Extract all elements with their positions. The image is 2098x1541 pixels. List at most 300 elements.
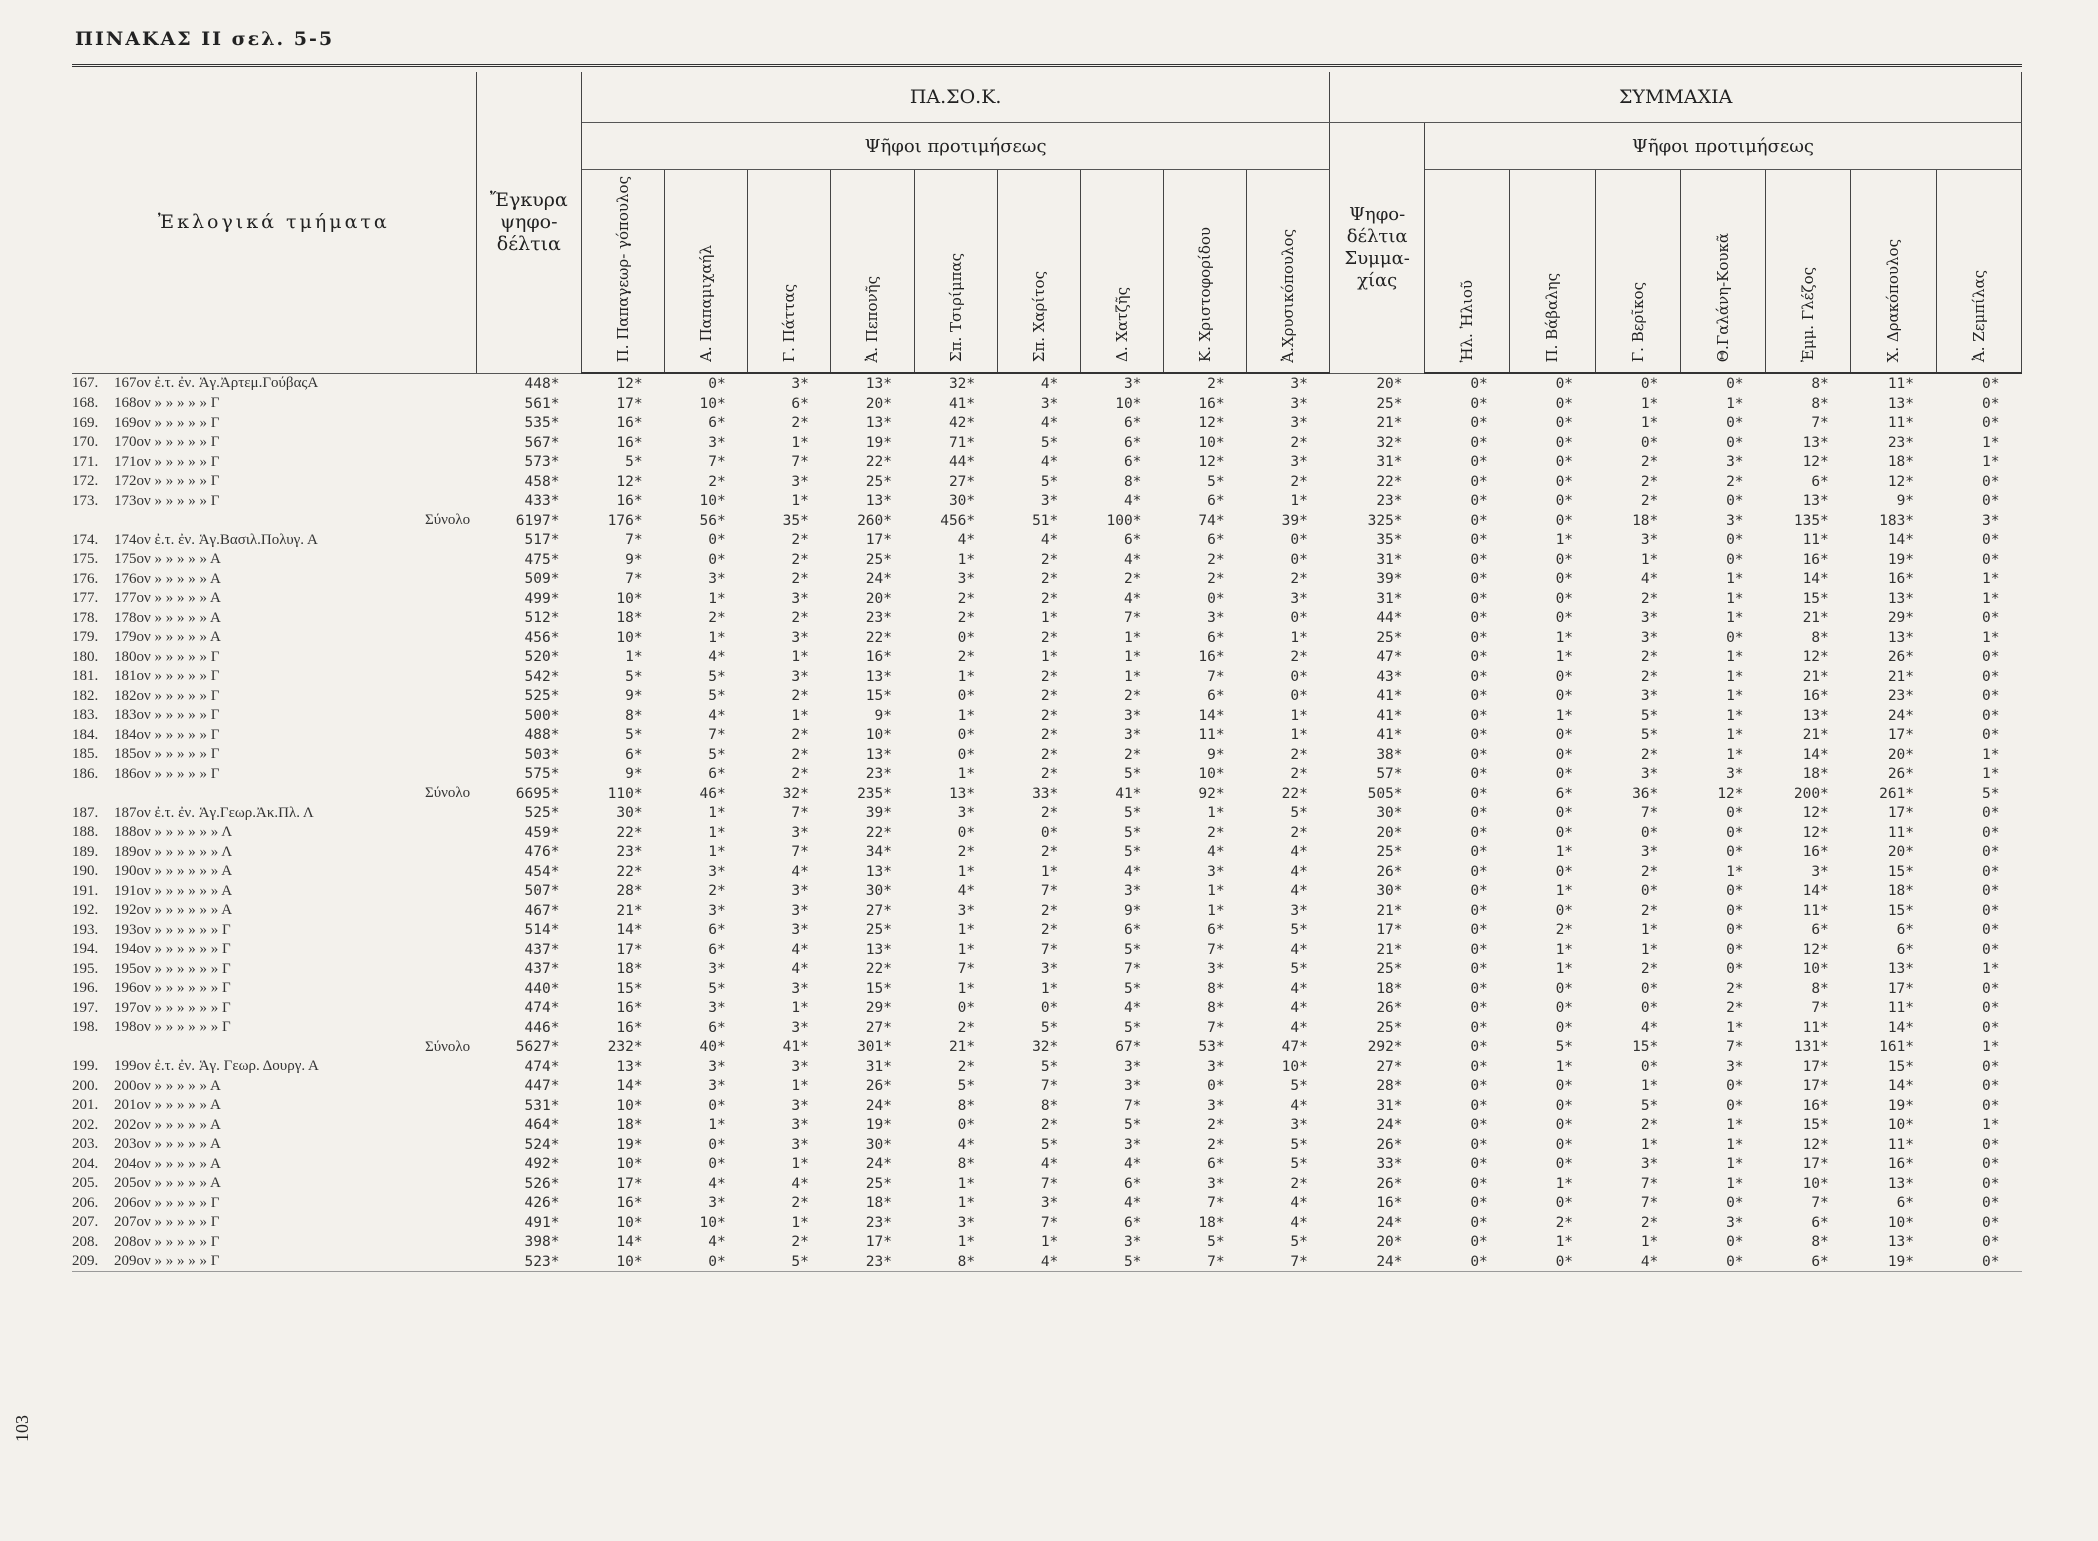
value-cell: 437* <box>524 941 560 958</box>
value-cell: 20* <box>1376 1234 1403 1251</box>
value-cell: 433* <box>524 493 560 510</box>
value-cell: 0* <box>1726 1234 1744 1251</box>
value-cell: 0* <box>1982 805 2000 822</box>
value-cell: 1* <box>1123 668 1142 685</box>
value-cell: 2* <box>957 1058 976 1075</box>
value-cell: 42* <box>948 415 976 432</box>
value-cell: 0* <box>1982 1097 2000 1114</box>
value-cell: 28* <box>616 883 643 900</box>
section-name-cell <box>72 979 476 999</box>
value-cell: 1* <box>1982 961 2000 978</box>
value-cell: 2* <box>1040 551 1059 568</box>
value-cell: 2* <box>1040 746 1059 763</box>
value-cell: 0* <box>1982 707 2000 724</box>
value-cell: 1* <box>625 649 643 666</box>
value-cell: 491* <box>524 1214 560 1231</box>
value-cell: 0* <box>1982 395 2000 412</box>
table-row <box>72 745 2022 765</box>
value-cell: 5* <box>1555 1039 1574 1056</box>
value-cell: 2* <box>1207 551 1225 568</box>
value-cell: 135* <box>1793 512 1829 529</box>
row-index: 174. <box>72 531 99 548</box>
value-cell: 110* <box>607 785 643 802</box>
value-cell: 0* <box>1982 649 2000 666</box>
value-cell: 39* <box>1281 512 1308 529</box>
value-cell: 235* <box>857 785 892 802</box>
value-cell: 23* <box>616 844 643 861</box>
value-cell: 6* <box>1207 1156 1225 1173</box>
value-cell: 3* <box>957 571 976 588</box>
value-cell: 4* <box>791 961 809 978</box>
value-cell: 13* <box>865 668 892 685</box>
value-cell: 16* <box>616 434 643 451</box>
row-index: 178. <box>72 609 99 626</box>
value-cell: 7* <box>1207 1195 1225 1212</box>
value-cell: 0* <box>1640 824 1659 841</box>
value-cell: 535* <box>524 415 560 432</box>
section-name-cell <box>72 1213 476 1233</box>
value-cell: 2* <box>957 610 976 627</box>
value-cell: 1* <box>1726 649 1744 666</box>
value-cell: 17* <box>865 532 892 549</box>
value-cell: 2* <box>1726 1000 1744 1017</box>
value-cell: 10* <box>581 1252 664 1272</box>
section-name-cell <box>72 569 476 589</box>
value-cell: 3* <box>1040 961 1059 978</box>
value-cell: 10* <box>699 395 726 412</box>
value-cell: 0* <box>1726 824 1744 841</box>
value-cell: 524* <box>524 1136 560 1153</box>
value-cell: 2* <box>1640 473 1659 490</box>
value-cell: 2* <box>708 473 726 490</box>
value-cell: 12* <box>1802 1136 1829 1153</box>
table-row <box>72 1057 2022 1077</box>
value-cell: 464* <box>524 1117 560 1134</box>
alliance-candidate-header <box>1595 170 1680 374</box>
value-cell: 3* <box>708 961 726 978</box>
table-row <box>72 394 2022 414</box>
value-cell: 0* <box>1555 376 1574 393</box>
value-cell: 16* <box>616 1000 643 1017</box>
value-cell: 1* <box>1982 590 2000 607</box>
value-cell: 10* <box>1115 395 1142 412</box>
value-cell: 0* <box>1982 1214 2000 1231</box>
value-cell: 21* <box>1376 941 1403 958</box>
section-name-cell <box>72 608 476 628</box>
section-name: 195ον » » » » » » Γ <box>114 960 231 977</box>
value-cell: 1* <box>1555 1175 1574 1192</box>
value-cell: 3* <box>1123 1078 1142 1095</box>
value-cell: 3* <box>1726 512 1744 529</box>
value-cell: 21* <box>948 1039 976 1056</box>
section-name-cell <box>72 530 476 550</box>
value-cell: 2* <box>1207 1117 1225 1134</box>
section-name-cell <box>72 959 476 979</box>
value-cell: 4* <box>708 649 726 666</box>
value-cell: 500* <box>524 707 560 724</box>
candidate-name: Σπ. Χαρίτος <box>1029 271 1048 363</box>
value-cell: 31* <box>865 1058 892 1075</box>
value-cell: 0* <box>1555 512 1574 529</box>
table-row <box>72 667 2022 687</box>
value-cell: 19* <box>865 1117 892 1134</box>
value-cell: 26* <box>1887 649 1915 666</box>
value-cell: 0* <box>1470 883 1488 900</box>
value-cell: 2* <box>1640 961 1659 978</box>
value-cell: 34* <box>865 844 892 861</box>
value-cell: 176* <box>607 512 643 529</box>
value-cell: 1* <box>1982 571 2000 588</box>
value-cell: 6* <box>1207 629 1225 646</box>
value-cell: 0* <box>1555 1136 1574 1153</box>
value-cell: 57* <box>1376 766 1403 783</box>
value-cell: 1* <box>1040 649 1059 666</box>
value-cell: 0* <box>1982 824 2000 841</box>
value-cell: 2* <box>1640 902 1659 919</box>
value-cell: 1* <box>957 766 976 783</box>
value-cell: 0* <box>1555 766 1574 783</box>
value-cell: 0* <box>1555 863 1574 880</box>
value-cell: 10* <box>865 727 892 744</box>
table-row <box>72 901 2022 921</box>
alliance-header: ΣΥΜΜΑΧΙΑ <box>1330 72 2022 123</box>
value-cell: 4* <box>957 883 976 900</box>
value-cell: 19* <box>1887 1097 1915 1114</box>
value-cell: 17* <box>1887 805 1915 822</box>
value-cell: 0* <box>1640 1000 1659 1017</box>
value-cell: 1* <box>1555 883 1574 900</box>
value-cell: 1* <box>708 1117 726 1134</box>
value-cell: 0* <box>1470 1175 1488 1192</box>
value-cell: 5* <box>1290 805 1308 822</box>
value-cell: 24* <box>865 1156 892 1173</box>
section-name-cell <box>72 706 476 726</box>
value-cell: 0* <box>1982 376 2000 393</box>
value-cell: 5* <box>1290 1136 1308 1153</box>
value-cell: 0* <box>1982 668 2000 685</box>
section-name-cell <box>72 589 476 609</box>
value-cell: 4* <box>1123 863 1142 880</box>
value-cell: 3* <box>791 980 809 997</box>
value-cell: 6197* <box>515 512 560 529</box>
value-cell: 4* <box>1290 941 1308 958</box>
value-cell: 3* <box>1290 376 1308 393</box>
value-cell: 22* <box>865 454 892 471</box>
value-cell: 0* <box>957 746 976 763</box>
value-cell: 2* <box>957 844 976 861</box>
value-cell: 3* <box>1123 707 1142 724</box>
value-cell: 1* <box>1726 727 1744 744</box>
value-cell: 0* <box>1726 1195 1744 1212</box>
value-cell: 30* <box>948 493 976 510</box>
table-row <box>72 433 2022 453</box>
section-name-cell <box>72 1037 476 1057</box>
value-cell: 3* <box>791 1097 809 1114</box>
value-cell: 0* <box>1982 551 2000 568</box>
value-cell: 4* <box>708 707 726 724</box>
section-name: 190ον » » » » » » Α <box>114 863 233 880</box>
section-name: Σύνολο <box>424 512 471 529</box>
value-cell: 41* <box>1376 688 1403 705</box>
section-name: 177ον » » » » » Α <box>114 590 221 607</box>
value-cell: 5* <box>1290 1234 1308 1251</box>
value-cell: 6* <box>1123 1214 1142 1231</box>
value-cell: 3* <box>1811 863 1829 880</box>
value-cell: 0* <box>1726 844 1744 861</box>
value-cell: 1* <box>957 922 976 939</box>
value-cell: 0* <box>1726 1078 1744 1095</box>
value-cell: 131* <box>1793 1039 1829 1056</box>
value-cell: 0* <box>1470 1156 1488 1173</box>
value-cell: 1* <box>1290 493 1308 510</box>
value-cell: 25* <box>1376 844 1403 861</box>
value-cell: 8* <box>1040 1097 1059 1114</box>
value-cell: 3* <box>1982 512 2000 529</box>
section-name: 199ον ἐ.τ. ἐν. Ἁγ. Γεωρ. Δουργ. Α <box>114 1058 319 1075</box>
section-name-cell <box>72 1018 476 1038</box>
value-cell: 0* <box>1982 883 2000 900</box>
value-cell: 1* <box>1726 395 1744 412</box>
value-cell: 0* <box>1470 1078 1488 1095</box>
section-name-cell <box>72 764 476 784</box>
value-cell: 5* <box>1123 844 1142 861</box>
section-name: 183ον » » » » » Γ <box>114 707 220 724</box>
value-cell: 0* <box>1555 1195 1574 1212</box>
alliance-candidate-header <box>1851 170 1936 374</box>
value-cell: 33* <box>1032 785 1059 802</box>
value-cell: 5* <box>1982 785 2000 802</box>
value-cell: 2* <box>1555 1214 1574 1231</box>
section-name-cell <box>72 842 476 862</box>
value-cell: 5* <box>1040 434 1059 451</box>
value-cell: 2* <box>1640 746 1659 763</box>
value-cell: 7* <box>791 454 809 471</box>
value-cell: 0* <box>1982 688 2000 705</box>
value-cell: 16* <box>1802 844 1829 861</box>
value-cell: 2* <box>957 649 976 666</box>
value-cell: 30* <box>1376 805 1403 822</box>
valid-votes-header: Ἔγκυρα ψηφο- δέλτια <box>476 72 581 373</box>
section-name-cell <box>72 472 476 492</box>
value-cell: 1* <box>1726 1175 1744 1192</box>
value-cell: 22* <box>865 961 892 978</box>
value-cell: 0* <box>1470 571 1488 588</box>
value-cell: 0* <box>1982 1234 2000 1251</box>
value-cell: 17* <box>616 395 643 412</box>
value-cell: 2* <box>1123 746 1142 763</box>
pasok-header: ΠΑ.ΣΟ.Κ. <box>581 72 1329 123</box>
value-cell: 38* <box>1376 746 1403 763</box>
section-name-cell <box>72 1252 476 1272</box>
value-cell: 1* <box>708 844 726 861</box>
total-row <box>72 511 2022 531</box>
value-cell: 0* <box>1726 961 1744 978</box>
value-cell: 13* <box>616 1058 643 1075</box>
value-cell: 2* <box>791 766 809 783</box>
value-cell: 8* <box>957 1156 976 1173</box>
value-cell: 0* <box>708 1156 726 1173</box>
value-cell: 0* <box>708 532 726 549</box>
value-cell: 3* <box>791 1058 809 1075</box>
value-cell: 17* <box>1887 727 1915 744</box>
value-cell: 3* <box>708 434 726 451</box>
value-cell: 6* <box>1811 1214 1829 1231</box>
value-cell: 1* <box>1640 922 1659 939</box>
value-cell: 1* <box>1040 1234 1059 1251</box>
value-cell: 0* <box>1726 883 1744 900</box>
value-cell: 14* <box>1887 532 1915 549</box>
value-cell: 492* <box>524 1156 560 1173</box>
value-cell: 6* <box>1123 532 1142 549</box>
section-name-cell <box>72 745 476 765</box>
row-index: 197. <box>72 999 99 1016</box>
value-cell: 456* <box>524 629 560 646</box>
value-cell: 41* <box>1376 727 1403 744</box>
value-cell: 0* <box>1470 844 1488 861</box>
value-cell: 4* <box>1290 980 1308 997</box>
value-cell: 41* <box>1376 707 1403 724</box>
value-cell: 71* <box>948 434 976 451</box>
value-cell: 56* <box>699 512 726 529</box>
value-cell: 6* <box>1896 1195 1915 1212</box>
value-cell: 458* <box>524 473 560 490</box>
value-cell: 4* <box>791 941 809 958</box>
candidate-name: Π. Παπαγεωρ- γόπουλος <box>614 176 632 363</box>
value-cell: 4* <box>1290 863 1308 880</box>
value-cell: 13* <box>1887 590 1915 607</box>
value-cell: 1* <box>791 1000 809 1017</box>
table-row <box>72 1076 2022 1096</box>
value-cell: 5* <box>957 1078 976 1095</box>
value-cell: 18* <box>1887 883 1915 900</box>
value-cell: 32* <box>1376 434 1403 451</box>
value-cell: 51* <box>1032 512 1059 529</box>
value-cell: 17* <box>616 941 643 958</box>
section-name-cell <box>72 373 476 394</box>
value-cell: 437* <box>524 961 560 978</box>
value-cell: 0* <box>1982 1019 2000 1036</box>
table-row <box>72 1135 2022 1155</box>
candidate-name: Ἐμμ. Γλέζος <box>1799 267 1818 363</box>
section-name: 181ον » » » » » Γ <box>114 668 220 685</box>
value-cell: 13* <box>1802 493 1829 510</box>
value-cell: 2* <box>1123 571 1142 588</box>
value-cell: 12* <box>616 473 643 490</box>
value-cell: 13* <box>1887 1234 1915 1251</box>
value-cell: 41* <box>782 1039 809 1056</box>
section-header: Ἐκλογικά τμήματα <box>72 72 476 373</box>
section-name: 178ον » » » » » Α <box>114 609 221 626</box>
value-cell: 0* <box>1470 512 1488 529</box>
value-cell: 3* <box>1640 610 1659 627</box>
section-name: 175ον » » » » » Α <box>114 551 221 568</box>
value-cell: 29* <box>1887 610 1915 627</box>
value-cell: 18* <box>865 1195 892 1212</box>
value-cell: 24* <box>865 1097 892 1114</box>
table-row <box>72 1232 2022 1252</box>
value-cell: 25* <box>865 922 892 939</box>
row-index: 198. <box>72 1019 99 1036</box>
row-index: 181. <box>72 668 99 685</box>
value-cell: 0* <box>1982 532 2000 549</box>
value-cell: 3* <box>1640 629 1659 646</box>
value-cell: 16* <box>1802 1097 1829 1114</box>
value-cell: 13* <box>1887 1175 1915 1192</box>
section-name-cell <box>72 803 476 823</box>
value-cell: 2* <box>1290 473 1308 490</box>
value-cell: 13* <box>865 376 892 393</box>
value-cell: 0* <box>1726 629 1744 646</box>
value-cell: 0* <box>1726 551 1744 568</box>
value-cell: 7* <box>791 844 809 861</box>
section-name: Σύνολο <box>424 1038 471 1055</box>
value-cell: 0* <box>1555 1019 1574 1036</box>
value-cell: 11* <box>1198 727 1225 744</box>
row-index: 200. <box>72 1077 99 1094</box>
value-cell: 5* <box>1040 1058 1059 1075</box>
value-cell: 0* <box>1470 395 1488 412</box>
value-cell: 3* <box>708 1078 726 1095</box>
value-cell: 10* <box>616 1156 643 1173</box>
candidate-name: Δ. Χατζῆς <box>1112 287 1131 363</box>
value-cell: 0* <box>1555 571 1574 588</box>
value-cell: 0* <box>1555 493 1574 510</box>
value-cell: 1* <box>791 1078 809 1095</box>
value-cell: 200* <box>1793 785 1829 802</box>
row-index: 171. <box>72 453 99 470</box>
value-cell: 6* <box>1123 415 1142 432</box>
value-cell: 20* <box>865 590 892 607</box>
value-cell: 8* <box>1811 376 1829 393</box>
pasok-candidate-header <box>1247 170 1330 374</box>
value-cell: 456* <box>940 512 976 529</box>
value-cell: 16* <box>1376 1195 1403 1212</box>
value-cell: 3* <box>1040 1195 1059 1212</box>
value-cell: 6* <box>1123 454 1142 471</box>
value-cell: 3* <box>1726 454 1744 471</box>
value-cell: 10* <box>1802 1175 1829 1192</box>
alliance-candidate-header <box>1425 170 1510 374</box>
value-cell: 30* <box>1376 883 1403 900</box>
value-cell: 0* <box>1470 805 1488 822</box>
value-cell: 1* <box>1726 863 1744 880</box>
value-cell: 23* <box>865 1214 892 1231</box>
value-cell: 12* <box>616 376 643 393</box>
value-cell: 13* <box>1887 961 1915 978</box>
value-cell: 3* <box>1207 863 1225 880</box>
value-cell: 0* <box>1555 727 1574 744</box>
value-cell: 0* <box>1290 551 1308 568</box>
candidate-name: Γ. Βερῖκος <box>1628 282 1647 363</box>
value-cell: 23* <box>1376 493 1403 510</box>
value-cell: 6* <box>708 941 726 958</box>
value-cell: 0* <box>1555 454 1574 471</box>
table-row <box>72 472 2022 492</box>
total-row <box>72 1037 2022 1057</box>
value-cell: 22* <box>865 824 892 841</box>
value-cell: 0* <box>1470 376 1488 393</box>
value-cell: 21* <box>1376 902 1403 919</box>
value-cell: 9* <box>1207 746 1225 763</box>
value-cell: 3* <box>791 883 809 900</box>
value-cell: 440* <box>524 980 560 997</box>
pasok-candidate-header <box>1080 170 1163 374</box>
value-cell: 11* <box>1802 532 1829 549</box>
value-cell: 15* <box>1887 863 1915 880</box>
value-cell: 0* <box>1470 629 1488 646</box>
value-cell: 0* <box>1470 1019 1488 1036</box>
value-cell: 2* <box>1290 746 1308 763</box>
